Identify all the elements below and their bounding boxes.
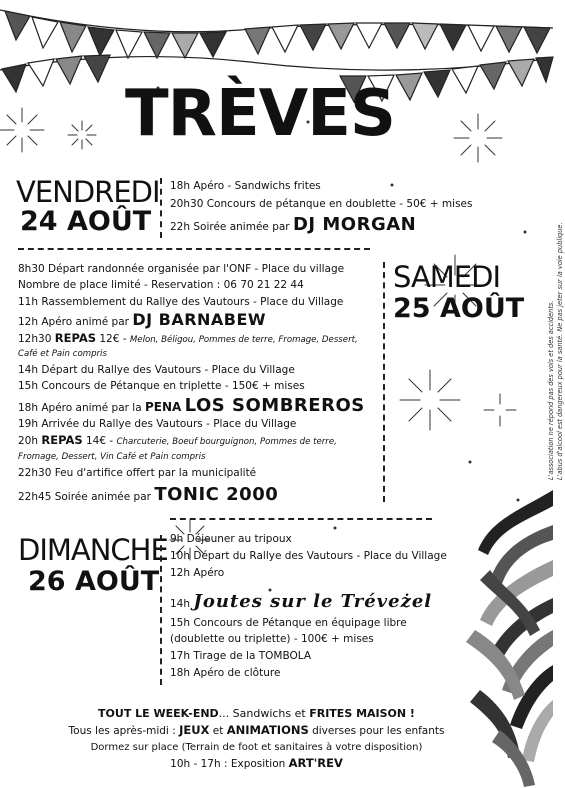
sunday-line-5: 15h Concours de Pétanque en équipage libre (170, 617, 407, 629)
saturday-line-7: 15h Concours de Pétanque en triplette - 150€ + mises (18, 380, 305, 392)
saturday-line-11: 22h30 Feu d'artifice offert par la municipalité (18, 467, 257, 479)
footer-animations: ANIMATIONS (226, 723, 309, 737)
footer-weekend: TOUT LE WEEK-END (98, 707, 219, 720)
sunday-line-7: 17h Tirage de la TOMBOLA (170, 650, 312, 662)
saturday-line-2: Nombre de place limité - Reservation : 06 70 21 22 44 (18, 279, 304, 291)
saturday-tonic-name: TONIC 2000 (154, 484, 279, 505)
sunday-joutes-name: Joutes sur le Tréveżel (193, 591, 433, 612)
footer-expo: 10h - 17h : Exposition (170, 758, 286, 770)
saturday-meal1-menu: Melon, Béligou, Pommes de terre, Fromage, Dessert, (129, 335, 358, 345)
disclaimer-line-2: L'abus d'alcool est dangereux pour la santé. Ne pas jeter sur la voie publique. (556, 222, 564, 480)
divider-friday-saturday (18, 248, 370, 250)
saturday-line-9: 19h Arrivée du Rallye des Vautours - Place du Village (18, 418, 297, 430)
sunday-line-6: (doublette ou triplette) - 100€ + mises (170, 633, 374, 645)
divider-saturday-sunday (170, 518, 432, 520)
saturday-line-8 (18, 396, 365, 418)
friday-divider (160, 178, 162, 238)
saturday-line-5b: Café et Pain compris (18, 349, 107, 359)
saturday-line-6: 14h Départ du Rallye des Vautours - Place du Village (18, 364, 295, 376)
saturday-apero-prefix: 12h Apéro animé par (18, 316, 129, 328)
sunday-line-3: 12h Apéro (170, 567, 225, 579)
saturday-line-10b: Fromage, Dessert, Vin Café et Pain compris (18, 452, 206, 462)
footer-artrev: ART'REV (288, 756, 343, 770)
sunday-line-4 (170, 591, 432, 615)
saturday-line-12 (18, 484, 278, 508)
sunday-line-2: 10h Départ du Rallye des Vautours - Place du Village (170, 550, 447, 562)
footer-jeux: JEUX (179, 723, 210, 737)
saturday-pena: PENA (145, 400, 182, 414)
saturday-line-10 (18, 434, 337, 449)
saturday-line-1: 8h30 Départ randonnée organisée par l'ONF - Place du village (18, 263, 345, 275)
footer-apresmidi: Tous les après-midi : (68, 725, 176, 737)
saturday-meal2-time: 20h (18, 435, 39, 447)
saturday-pena-prefix: 18h Apéro animé par la (18, 402, 142, 414)
friday-party-prefix: 22h Soirée animée par (170, 221, 290, 233)
sunday-joutes-time: 14h (170, 598, 191, 610)
saturday-line-4 (18, 311, 266, 331)
saturday-dj-name: DJ BARNABEW (132, 310, 267, 329)
saturday-day: SAMEDI (393, 260, 501, 294)
footer-line-4 (0, 757, 533, 771)
sunday-line-1: 9h Déjeuner au tripoux (170, 533, 292, 545)
friday-party-dj: DJ MORGAN (292, 214, 417, 235)
friday-day: VENDREDI (16, 175, 160, 209)
footer-et: et (212, 725, 224, 737)
footer-enfants: diverses pour les enfants (312, 725, 445, 737)
saturday-date: 25 AOÛT (393, 293, 525, 324)
saturday-divider (383, 262, 385, 502)
friday-party (170, 215, 416, 237)
saturday-meal1-time: 12h30 (18, 333, 52, 345)
saturday-line-3: 11h Rassemblement du Rallye des Vautours - Place du Village (18, 296, 344, 308)
friday-event-2: 20h30 Concours de pétanque en doublette - 50€ + mises (170, 198, 473, 210)
sunday-date: 26 AOÛT (28, 566, 160, 597)
saturday-meal2-price: 14€ - (85, 435, 114, 447)
disclaimer-line-1: L'association ne répond pas des vols et des accidents. (547, 300, 555, 480)
friday-event-1: 18h Apéro - Sandwichs frites (170, 180, 321, 192)
saturday-line-5 (18, 332, 358, 347)
sunday-divider (160, 535, 162, 685)
sunday-line-8: 18h Apéro de clôture (170, 667, 281, 679)
saturday-meal2-menu: Charcuterie, Boeuf bourguignon, Pommes de terre, (116, 437, 337, 447)
footer-line-2 (0, 724, 533, 738)
disclaimer (527, 170, 564, 480)
saturday-meal1-repas: REPAS (54, 331, 97, 345)
footer-line-1 (0, 707, 533, 720)
footer-frites: FRITES MAISON ! (309, 707, 415, 720)
footer-line-3: Dormez sur place (Terrain de foot et sanitaires à votre disposition) (90, 742, 423, 753)
saturday-tonic-prefix: 22h45 Soirée animée par (18, 491, 151, 503)
saturday-meal2-repas: REPAS (41, 433, 83, 447)
sunday-day: DIMANCHE (18, 533, 168, 567)
page-title: TRÈVES (125, 77, 395, 151)
saturday-meal1-price: 12€ - (99, 333, 127, 345)
saturday-pena-name: LOS SOMBREROS (184, 395, 365, 416)
friday-date: 24 AOÛT (20, 206, 152, 237)
footer-sandwichs: ... Sandwichs et (218, 707, 306, 720)
